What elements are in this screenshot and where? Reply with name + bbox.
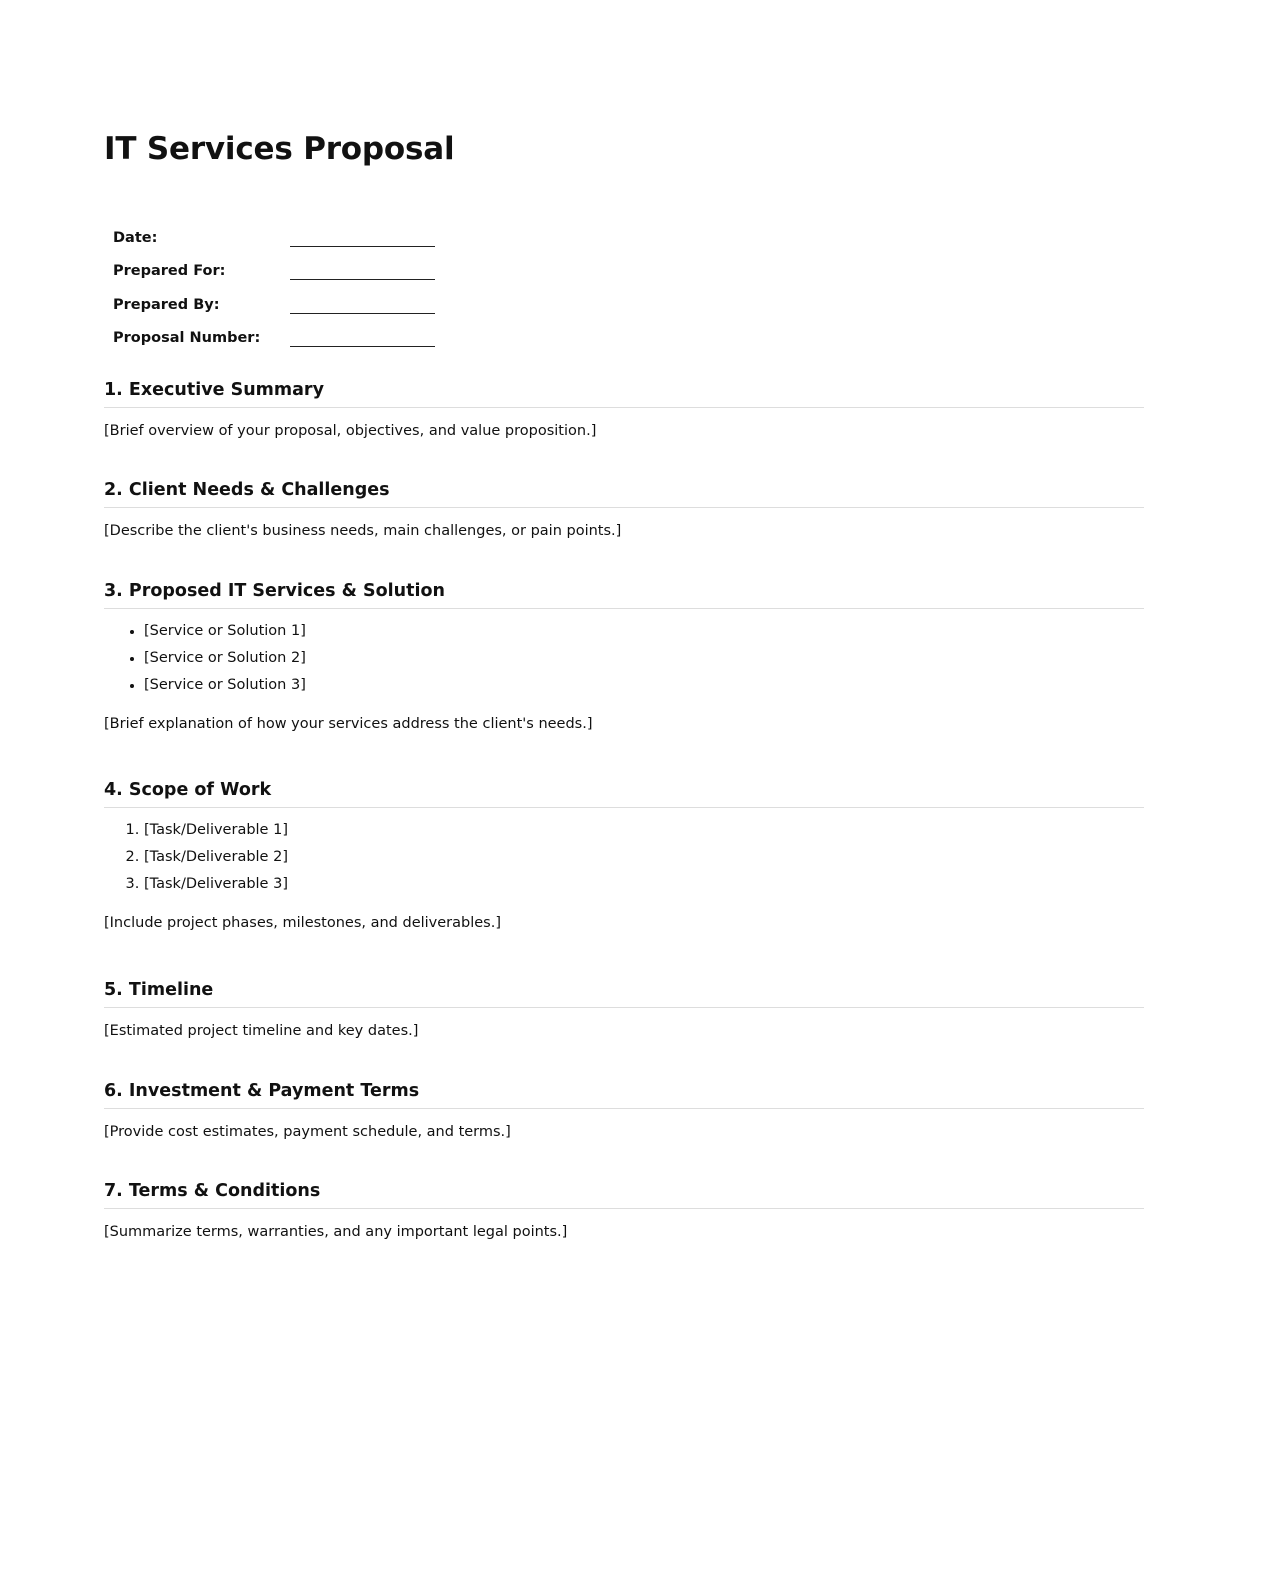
list-item: • [Service or Solution 3] xyxy=(144,675,1144,695)
section-body: [Brief explanation of how your services address the client's needs.] xyxy=(104,716,593,732)
section-client-needs xyxy=(104,478,1144,541)
section-heading: 6. Investment & Payment Terms xyxy=(104,1079,1144,1109)
section-body: [Brief overview of your proposal, objectives, and value proposition.] xyxy=(104,423,597,439)
meta-label: Date: xyxy=(113,229,158,246)
section-body: [Provide cost estimates, payment schedule, and terms.] xyxy=(104,1124,511,1140)
list-item: • [Service or Solution 2] xyxy=(144,648,1144,668)
section-proposed-services xyxy=(104,579,1144,734)
section-body: [Estimated project timeline and key dates.] xyxy=(104,1023,419,1039)
section-heading: 1. Executive Summary xyxy=(104,378,1144,408)
services-list xyxy=(104,621,1144,695)
section-heading: 3. Proposed IT Services & Solution xyxy=(104,579,1144,609)
meta-label: Prepared By: xyxy=(113,296,220,313)
section-heading: 2. Client Needs & Challenges xyxy=(104,478,1144,508)
list-item: 3. [Task/Deliverable 3] xyxy=(144,874,1144,894)
section-body: [Include project phases, milestones, and deliverables.] xyxy=(104,915,502,931)
section-scope-of-work xyxy=(104,778,1144,933)
proposal-meta xyxy=(113,214,453,348)
section-timeline xyxy=(104,978,1144,1041)
prepared-for-blank-field[interactable] xyxy=(290,261,435,280)
list-item: 1. [Task/Deliverable 1] xyxy=(144,820,1144,840)
section-body: [Summarize terms, warranties, and any important legal points.] xyxy=(104,1224,568,1240)
meta-label: Prepared For: xyxy=(113,263,226,279)
section-body: [Describe the client's business needs, main challenges, or pain points.] xyxy=(104,523,622,539)
section-heading: 5. Timeline xyxy=(104,978,1144,1008)
section-investment xyxy=(104,1079,1144,1142)
section-terms-conditions xyxy=(104,1179,1144,1242)
proposal-number-blank-field[interactable] xyxy=(290,328,435,347)
list-item: 2. [Task/Deliverable 2] xyxy=(144,847,1144,867)
meta-row-proposal-number xyxy=(113,315,453,349)
meta-label: Proposal Number: xyxy=(113,330,261,346)
section-heading: 4. Scope of Work xyxy=(104,778,1144,808)
list-item: • [Service or Solution 1] xyxy=(144,621,1144,641)
section-heading: 7. Terms & Conditions xyxy=(104,1179,1144,1209)
date-blank-field[interactable] xyxy=(290,228,435,247)
meta-row-prepared-for xyxy=(113,248,453,282)
meta-row-prepared-by xyxy=(113,281,453,315)
prepared-by-blank-field[interactable] xyxy=(290,295,435,314)
meta-row-date xyxy=(113,214,453,248)
page-title: IT Services Proposal xyxy=(104,131,455,167)
section-executive-summary xyxy=(104,378,1144,441)
deliverables-list xyxy=(104,820,1144,894)
